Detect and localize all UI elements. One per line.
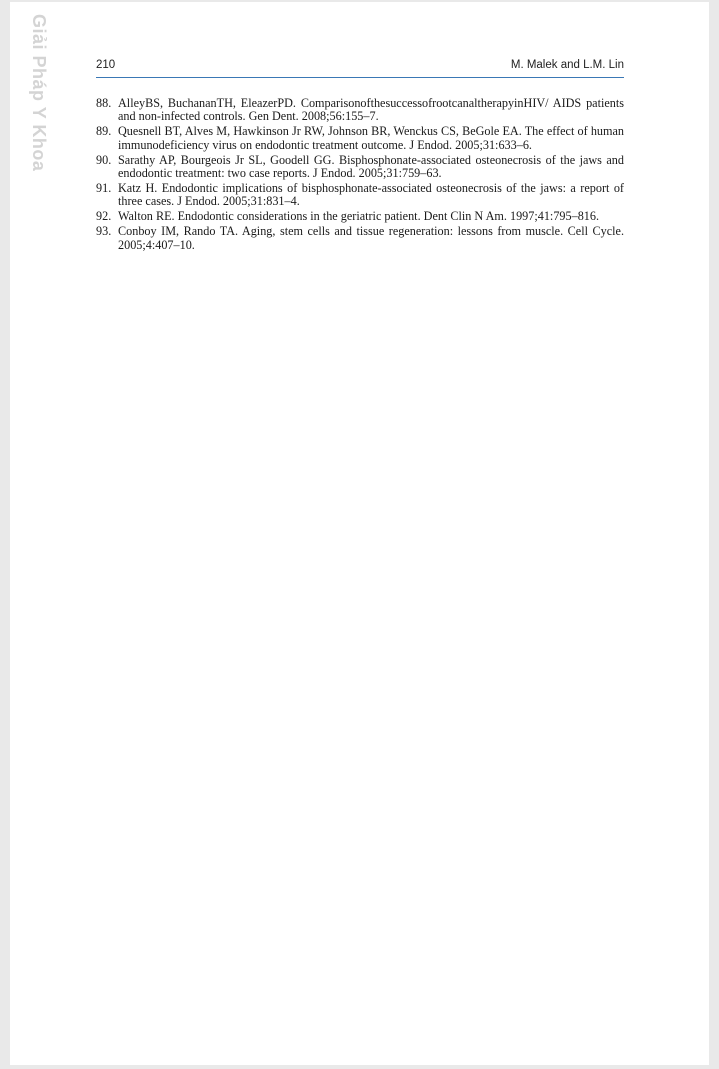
reference-item	[96, 225, 624, 252]
reference-item	[96, 154, 624, 181]
reference-text: Walton RE. Endodontic considerations in the geriatric patient. Dent Clin N Am. 1997;41:795–816.	[118, 209, 600, 224]
reference-number: 88.	[96, 96, 112, 110]
reference-item	[96, 210, 624, 223]
reference-text: Conboy IM, Rando TA. Aging, stem cells and tissue regeneration: lessons from muscle. Cell Cycle. 2005;4:407–10.	[118, 224, 624, 252]
document-page	[10, 2, 709, 1065]
reference-list	[96, 97, 624, 253]
reference-number: 92.	[96, 209, 112, 224]
reference-number: 93.	[96, 224, 112, 239]
running-head-authors: M. Malek and L.M. Lin	[510, 59, 624, 71]
reference-number: 91.	[96, 180, 112, 195]
watermark: Giải Pháp Y Khoa	[29, 14, 49, 172]
reference-item	[96, 125, 624, 152]
reference-text: Quesnell BT, Alves M, Hawkinson Jr RW, Johnson BR, Wenckus CS, BeGole EA. The effect of human immunodeficiency virus on endodontic treatment outcome. J Endod. 2005;31:633–6.	[118, 124, 624, 152]
reference-text: Sarathy AP, Bourgeois Jr SL, Goodell GG. Bisphosphonate-associated osteonecrosis of the jaws and endodontic treatment: two case reports. J Endod. 2005;31:759–63.	[118, 152, 624, 181]
reference-item	[96, 182, 624, 209]
running-header	[96, 55, 624, 78]
reference-text: Katz H. Endodontic implications of bisphosphonate-associated osteonecrosis of the jaws: a report of three cases. J Endod. 2005;31:831–4.	[118, 180, 624, 209]
reference-item	[96, 97, 624, 124]
reference-number: 90.	[96, 152, 112, 167]
reference-number: 89.	[96, 124, 112, 139]
page-number: 210	[96, 59, 116, 71]
reference-text: AlleyBS, BuchananTH, EleazerPD. ComparisonofthesuccessofrootcanaltherapyinHIV/ AIDS patients and non-infected controls. Gen Dent. 2008;56:155–7.	[118, 96, 624, 124]
